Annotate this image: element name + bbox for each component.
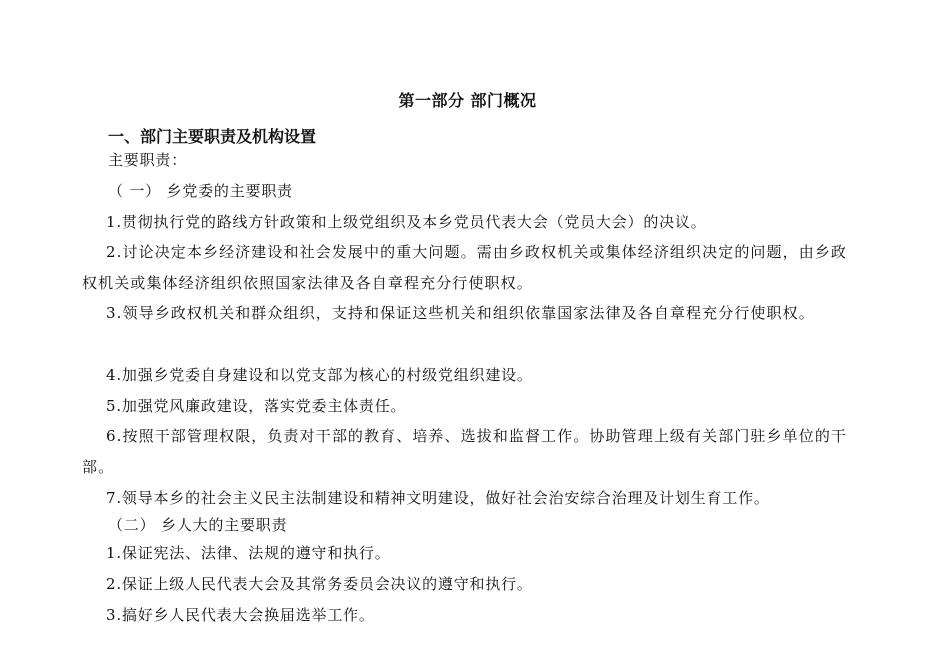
party-duty-item-3: 3.领导乡政权机关和群众组织，支持和保证这些机关和组织依靠国家法律及各自章程充分行使职权。: [106, 304, 815, 322]
congress-duty-item-2: 2.保证上级人民代表大会及其常务委员会决议的遵守和执行。: [106, 575, 533, 593]
congress-duty-item-3: 3.搞好乡人民代表大会换届选举工作。: [106, 606, 375, 624]
party-duty-item-7: 7.领导本乡的社会主义民主法制建设和精神文明建设，做好社会治安综合治理及计划生育工作。: [106, 489, 770, 507]
main-duties-label: 主要职责：: [108, 151, 188, 169]
party-duty-item-5: 5.加强党风廉政建设，落实党委主体责任。: [106, 397, 407, 415]
page-title: 第一部分 部门概况: [398, 91, 537, 110]
party-duty-item-4: 4.加强乡党委自身建设和以党支部为核心的村级党组织建设。: [106, 366, 533, 384]
section-heading: 一、部门主要职责及机构设置: [108, 127, 317, 146]
party-duty-item-6: 6.按照干部管理权限，负责对干部的教育、培养、选拔和监督工作。协助管理上级有关部门驻乡单位的干部。: [82, 427, 848, 476]
party-duty-item-1: 1.贯彻执行党的路线方针政策和上级党组织及本乡党员代表大会（党员大会）的决议。: [106, 213, 707, 231]
party-duty-item-2: 2.讨论决定本乡经济建设和社会发展中的重大问题。需由乡政权机关或集体经济组织决定的问题，由乡政权机关或集体经济组织依照国家法律及各自章程充分行使职权。: [82, 243, 848, 292]
party-committee-heading: （ 一） 乡党委的主要职责: [108, 182, 293, 200]
township-congress-heading: （二） 乡人大的主要职责: [108, 516, 288, 534]
congress-duty-item-1: 1.保证宪法、法律、法规的遵守和执行。: [106, 544, 391, 562]
